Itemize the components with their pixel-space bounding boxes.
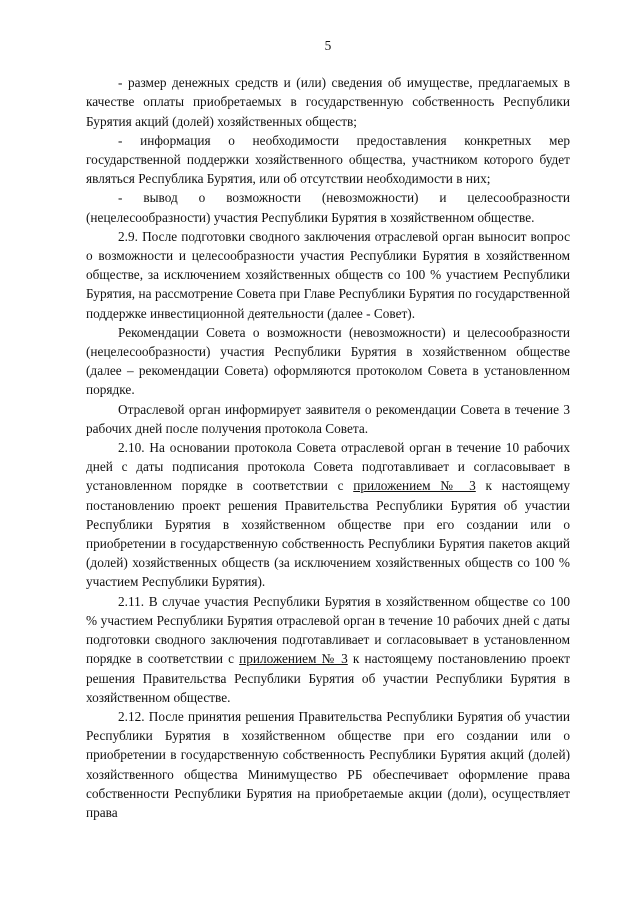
paragraph-2-10-text-start: 2.10. На основании протокола Совета отраслевой орган в течение 10 рабочих дней с даты подписания протокола Совета подготавливает и согласовывает в установленном порядке в соответствии с [86, 440, 570, 494]
document-page [86, 36, 570, 822]
paragraph-support-measures: - информация о необходимости предоставления конкретных мер государственной поддержки хозяйственного общества, участником которого будет являться Республика Бурятия, или об отсутствии необходимости в них; [86, 132, 570, 187]
paragraph-council-recommendations: Рекомендации Совета о возможности (невозможности) и целесообразности (нецелесообразности) участия Республики Бурятия в хозяйственном обществе (далее – рекомендации Совета) оформляются протоколом Совета в установленном порядке. [86, 324, 570, 398]
paragraph-2-11-text-end: к настоящему постановлению проект решения Правительства Республики Бурятия об участии Республики Бурятия в хозяйственном обществе. [86, 651, 571, 705]
paragraph-conclusion: - вывод о возможности (невозможности) и целесообразности (нецелесообразности) участия Республики Бурятия в хозяйственном обществе. [86, 190, 570, 225]
paragraph-2-9: 2.9. После подготовки сводного заключения отраслевой орган выносит вопрос о возможности и целесообразности участия Республики Бурятия в хозяйственном обществе, за исключением хозяйственных обществ со 100 % участием Республики Бурятия, на рассмотрение Совета при Главе Республики Бурятия по государственной поддержке инвестиционной деятельности (далее - Совет). [86, 228, 570, 321]
appendix-3-link[interactable]: приложением № 3 [239, 651, 348, 667]
paragraph-2-10 [86, 438, 570, 592]
paragraph-applicant-notice: Отраслевой орган информирует заявителя о рекомендации Совета в течение 3 рабочих дней после получения протокола Совета. [86, 401, 570, 436]
paragraph-2-10-text-end: к настоящему постановлению проект решения Правительства Республики Бурятия об участии Республики Бурятия в хозяйственном обществе при его создании или о приобретении в государственную собственность Республики Бурятия пакетов акций (долей) хозяйственных обществ (за исключением хозяйственных обществ со 100 % участием Республики Бурятия). [86, 478, 570, 590]
appendix-3-link[interactable]: приложением № 3 [353, 478, 476, 494]
paragraph-2-11-text-start: 2.11. В случае участия Республики Бурятия в хозяйственном обществе со 100 % участием Республики Бурятия отраслевой орган в течение 10 рабочих дней с даты подготовки сводного заключения подготавливает и согласовывает в установленном порядке в соответствии с [86, 593, 570, 667]
page-number: 5 [324, 38, 332, 53]
paragraph-2-11 [86, 592, 570, 707]
paragraph-funds-info: - размер денежных средств и (или) сведения об имуществе, предлагаемых в качестве оплаты приобретаемых в государственную собственность Республики Бурятия акций (долей) хозяйственных обществ; [86, 75, 570, 129]
paragraph-2-12: 2.12. После принятия решения Правительства Республики Бурятия об участии Республики Бурятия в хозяйственном обществе при его создании или о приобретении в государственную собственность Республики Бурятия акций (долей) хозяйственного общества Минимущество РБ обеспечивает оформление права собственности Республики Бурятия на приобретаемые акции (доли), осуществляет права [86, 708, 570, 820]
